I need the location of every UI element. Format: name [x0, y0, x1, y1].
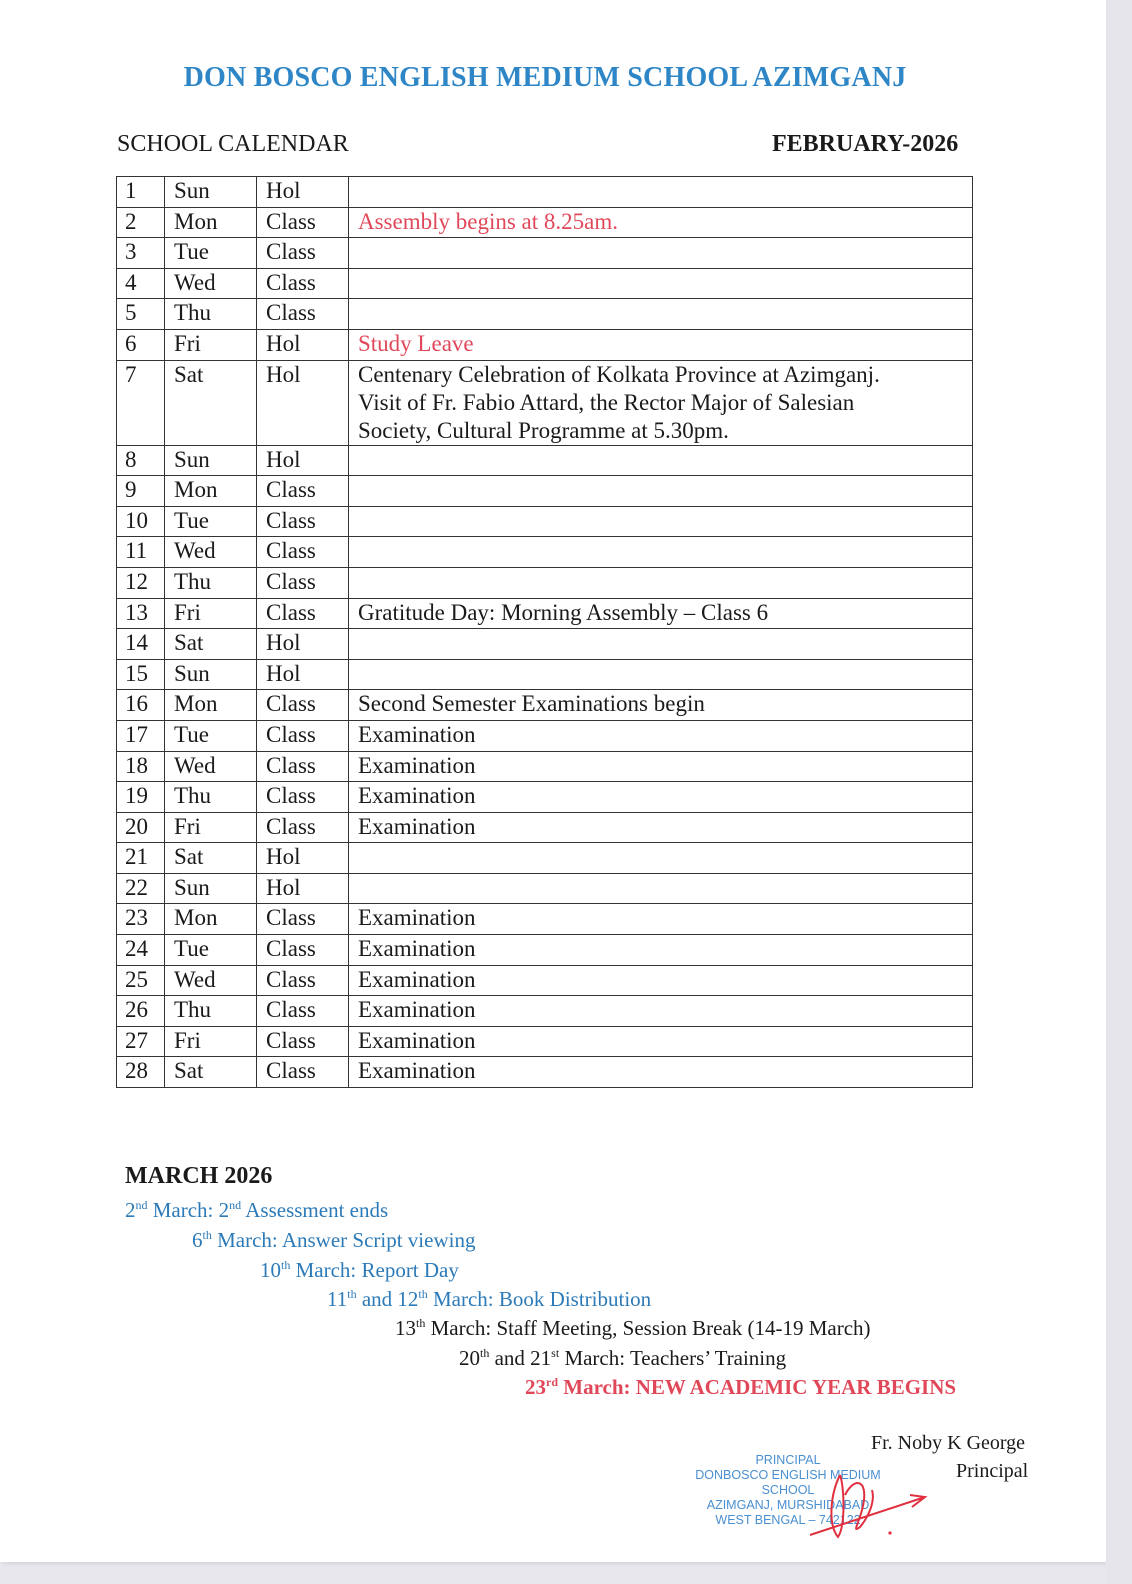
date-cell: 8	[117, 445, 165, 476]
day-cell: Sat	[165, 629, 257, 660]
type-cell: Class	[257, 965, 349, 996]
table-row	[117, 1026, 973, 1057]
march-event	[260, 1258, 459, 1283]
event-text: March: Staff Meeting, Session Break (14-19 March)	[425, 1316, 871, 1340]
date-cell: 26	[117, 996, 165, 1027]
note-cell	[349, 476, 973, 507]
type-cell: Class	[257, 299, 349, 330]
table-row	[117, 843, 973, 874]
march-event	[192, 1228, 475, 1253]
type-cell: Class	[257, 720, 349, 751]
event-text: March: 2	[147, 1198, 230, 1222]
event-text: and 21	[489, 1346, 552, 1370]
date-cell: 11	[117, 537, 165, 568]
date-cell: 9	[117, 476, 165, 507]
note-cell	[349, 445, 973, 476]
day-cell: Thu	[165, 996, 257, 1027]
note-cell: Examination	[349, 782, 973, 813]
note-cell: Examination	[349, 1026, 973, 1057]
date-cell: 21	[117, 843, 165, 874]
date-cell: 24	[117, 935, 165, 966]
ordinal-suffix: th	[480, 1346, 490, 1360]
stamp-line: DONBOSCO ENGLISH MEDIUM SCHOOL	[695, 1468, 881, 1497]
event-text: 6	[192, 1228, 203, 1252]
note-cell	[349, 843, 973, 874]
school-title: DON BOSCO ENGLISH MEDIUM SCHOOL AZIMGANJ	[183, 62, 907, 93]
table-row	[117, 476, 973, 507]
table-row	[117, 873, 973, 904]
note-cell	[349, 567, 973, 598]
note-cell	[349, 238, 973, 269]
note-cell: Examination	[349, 904, 973, 935]
note-line: Centenary Celebration of Kolkata Province at Azimganj.	[358, 361, 880, 387]
table-row	[117, 659, 973, 690]
ordinal-suffix: st	[551, 1346, 560, 1360]
ordinal-suffix: nd	[229, 1198, 242, 1212]
date-cell: 25	[117, 965, 165, 996]
note-cell: Study Leave	[349, 329, 973, 360]
event-text: 13	[395, 1316, 416, 1340]
type-cell: Hol	[257, 659, 349, 690]
note-cell: Examination	[349, 720, 973, 751]
event-text: 11	[327, 1287, 348, 1311]
day-cell: Thu	[165, 567, 257, 598]
event-text: March: Report Day	[290, 1258, 459, 1282]
ordinal-suffix: nd	[135, 1198, 148, 1212]
date-cell: 18	[117, 751, 165, 782]
table-row	[117, 782, 973, 813]
type-cell: Class	[257, 1026, 349, 1057]
date-cell: 23	[117, 904, 165, 935]
day-cell: Sat	[165, 843, 257, 874]
date-cell: 2	[117, 207, 165, 238]
table-row	[117, 720, 973, 751]
date-cell: 22	[117, 873, 165, 904]
note-cell: Assembly begins at 8.25am.	[349, 207, 973, 238]
type-cell: Hol	[257, 843, 349, 874]
date-cell: 13	[117, 598, 165, 629]
type-cell: Class	[257, 537, 349, 568]
note-cell: Examination	[349, 996, 973, 1027]
type-cell: Class	[257, 598, 349, 629]
day-cell: Sun	[165, 659, 257, 690]
note-cell: Examination	[349, 1057, 973, 1088]
table-row	[117, 1057, 973, 1088]
table-row	[117, 996, 973, 1027]
type-cell: Class	[257, 506, 349, 537]
table-row	[117, 598, 973, 629]
event-text: 10	[260, 1258, 281, 1282]
table-row	[117, 177, 973, 208]
day-cell: Fri	[165, 1026, 257, 1057]
day-cell: Sat	[165, 360, 257, 445]
note-cell	[349, 360, 973, 445]
table-row	[117, 238, 973, 269]
type-cell: Hol	[257, 445, 349, 476]
note-cell	[349, 659, 973, 690]
type-cell: Hol	[257, 360, 349, 445]
type-cell: Class	[257, 268, 349, 299]
date-cell: 3	[117, 238, 165, 269]
date-cell: 6	[117, 329, 165, 360]
table-row	[117, 965, 973, 996]
day-cell: Mon	[165, 476, 257, 507]
day-cell: Fri	[165, 598, 257, 629]
stamp-line: WEST BENGAL – 742122	[715, 1513, 861, 1527]
note-cell	[349, 299, 973, 330]
event-text: March: Answer Script viewing	[211, 1228, 476, 1252]
day-cell: Sun	[165, 873, 257, 904]
day-cell: Mon	[165, 207, 257, 238]
march-event	[525, 1375, 956, 1400]
day-cell: Tue	[165, 935, 257, 966]
event-text: Assessment ends	[241, 1198, 389, 1222]
table-row	[117, 537, 973, 568]
table-row	[117, 360, 973, 445]
note-line: Visit of Fr. Fabio Attard, the Rector Major of Salesian	[358, 389, 855, 415]
table-row	[117, 299, 973, 330]
table-row	[117, 445, 973, 476]
date-cell: 17	[117, 720, 165, 751]
day-cell: Sun	[165, 177, 257, 208]
note-cell	[349, 537, 973, 568]
day-cell: Thu	[165, 299, 257, 330]
february-calendar-table	[116, 176, 973, 1088]
ordinal-suffix: th	[418, 1287, 428, 1301]
type-cell: Class	[257, 812, 349, 843]
type-cell: Class	[257, 751, 349, 782]
type-cell: Hol	[257, 629, 349, 660]
date-cell: 28	[117, 1057, 165, 1088]
type-cell: Class	[257, 782, 349, 813]
date-cell: 20	[117, 812, 165, 843]
march-event	[459, 1346, 786, 1371]
note-cell: Examination	[349, 812, 973, 843]
stamp-line: PRINCIPAL	[755, 1453, 821, 1467]
date-cell: 19	[117, 782, 165, 813]
page-edge	[1106, 0, 1132, 1584]
day-cell: Wed	[165, 751, 257, 782]
type-cell: Hol	[257, 329, 349, 360]
event-text: 23	[525, 1375, 546, 1399]
date-cell: 1	[117, 177, 165, 208]
ordinal-suffix: th	[281, 1258, 291, 1272]
day-cell: Mon	[165, 690, 257, 721]
note-cell	[349, 506, 973, 537]
date-cell: 27	[117, 1026, 165, 1057]
note-cell: Examination	[349, 751, 973, 782]
signatory-name: Fr. Noby K George	[871, 1432, 1026, 1454]
day-cell: Fri	[165, 812, 257, 843]
stamp-line: AZIMGANJ, MURSHIDABAD	[706, 1498, 870, 1512]
note-cell	[349, 268, 973, 299]
table-row	[117, 506, 973, 537]
march-event	[125, 1198, 388, 1223]
day-cell: Mon	[165, 904, 257, 935]
ordinal-suffix: th	[347, 1287, 357, 1301]
day-cell: Wed	[165, 268, 257, 299]
type-cell: Hol	[257, 873, 349, 904]
type-cell: Class	[257, 207, 349, 238]
date-cell: 10	[117, 506, 165, 537]
signatory-role: Principal	[956, 1460, 1029, 1482]
march-event	[395, 1316, 871, 1341]
date-cell: 7	[117, 360, 165, 445]
event-text: 20	[459, 1346, 480, 1370]
type-cell: Hol	[257, 177, 349, 208]
type-cell: Class	[257, 904, 349, 935]
table-row	[117, 629, 973, 660]
event-text: and 12	[356, 1287, 419, 1311]
month-label: FEBRUARY-2026	[772, 131, 959, 157]
type-cell: Class	[257, 1057, 349, 1088]
type-cell: Class	[257, 476, 349, 507]
table-row	[117, 268, 973, 299]
type-cell: Class	[257, 567, 349, 598]
note-cell	[349, 629, 973, 660]
type-cell: Class	[257, 996, 349, 1027]
type-cell: Class	[257, 935, 349, 966]
table-row	[117, 751, 973, 782]
date-cell: 12	[117, 567, 165, 598]
date-cell: 16	[117, 690, 165, 721]
type-cell: Class	[257, 238, 349, 269]
day-cell: Sat	[165, 1057, 257, 1088]
day-cell: Tue	[165, 720, 257, 751]
march-heading: MARCH 2026	[125, 1163, 273, 1189]
type-cell: Class	[257, 690, 349, 721]
ordinal-suffix: th	[416, 1316, 426, 1330]
table-row	[117, 690, 973, 721]
date-cell: 14	[117, 629, 165, 660]
day-cell: Wed	[165, 537, 257, 568]
calendar-label: SCHOOL CALENDAR	[117, 131, 349, 157]
event-text: 2	[125, 1198, 136, 1222]
note-cell	[349, 873, 973, 904]
table-row	[117, 904, 973, 935]
note-cell: Gratitude Day: Morning Assembly – Class 6	[349, 598, 973, 629]
table-row	[117, 812, 973, 843]
event-text: March: NEW ACADEMIC YEAR BEGINS	[558, 1375, 957, 1399]
note-cell: Examination	[349, 965, 973, 996]
signature-scribble-icon	[800, 1455, 940, 1545]
table-row	[117, 935, 973, 966]
event-text: March: Teachers’ Training	[559, 1346, 787, 1370]
day-cell: Fri	[165, 329, 257, 360]
ordinal-suffix: th	[202, 1228, 212, 1242]
day-cell: Tue	[165, 238, 257, 269]
event-text: March: Book Distribution	[427, 1287, 652, 1311]
note-cell: Examination	[349, 935, 973, 966]
date-cell: 4	[117, 268, 165, 299]
table-row	[117, 329, 973, 360]
note-cell	[349, 177, 973, 208]
table-row	[117, 207, 973, 238]
march-event	[327, 1287, 651, 1312]
date-cell: 5	[117, 299, 165, 330]
table-row	[117, 567, 973, 598]
date-cell: 15	[117, 659, 165, 690]
note-line: Society, Cultural Programme at 5.30pm.	[358, 417, 729, 443]
day-cell: Thu	[165, 782, 257, 813]
day-cell: Tue	[165, 506, 257, 537]
day-cell: Wed	[165, 965, 257, 996]
ordinal-suffix: rd	[546, 1375, 558, 1389]
note-cell: Second Semester Examinations begin	[349, 690, 973, 721]
day-cell: Sun	[165, 445, 257, 476]
